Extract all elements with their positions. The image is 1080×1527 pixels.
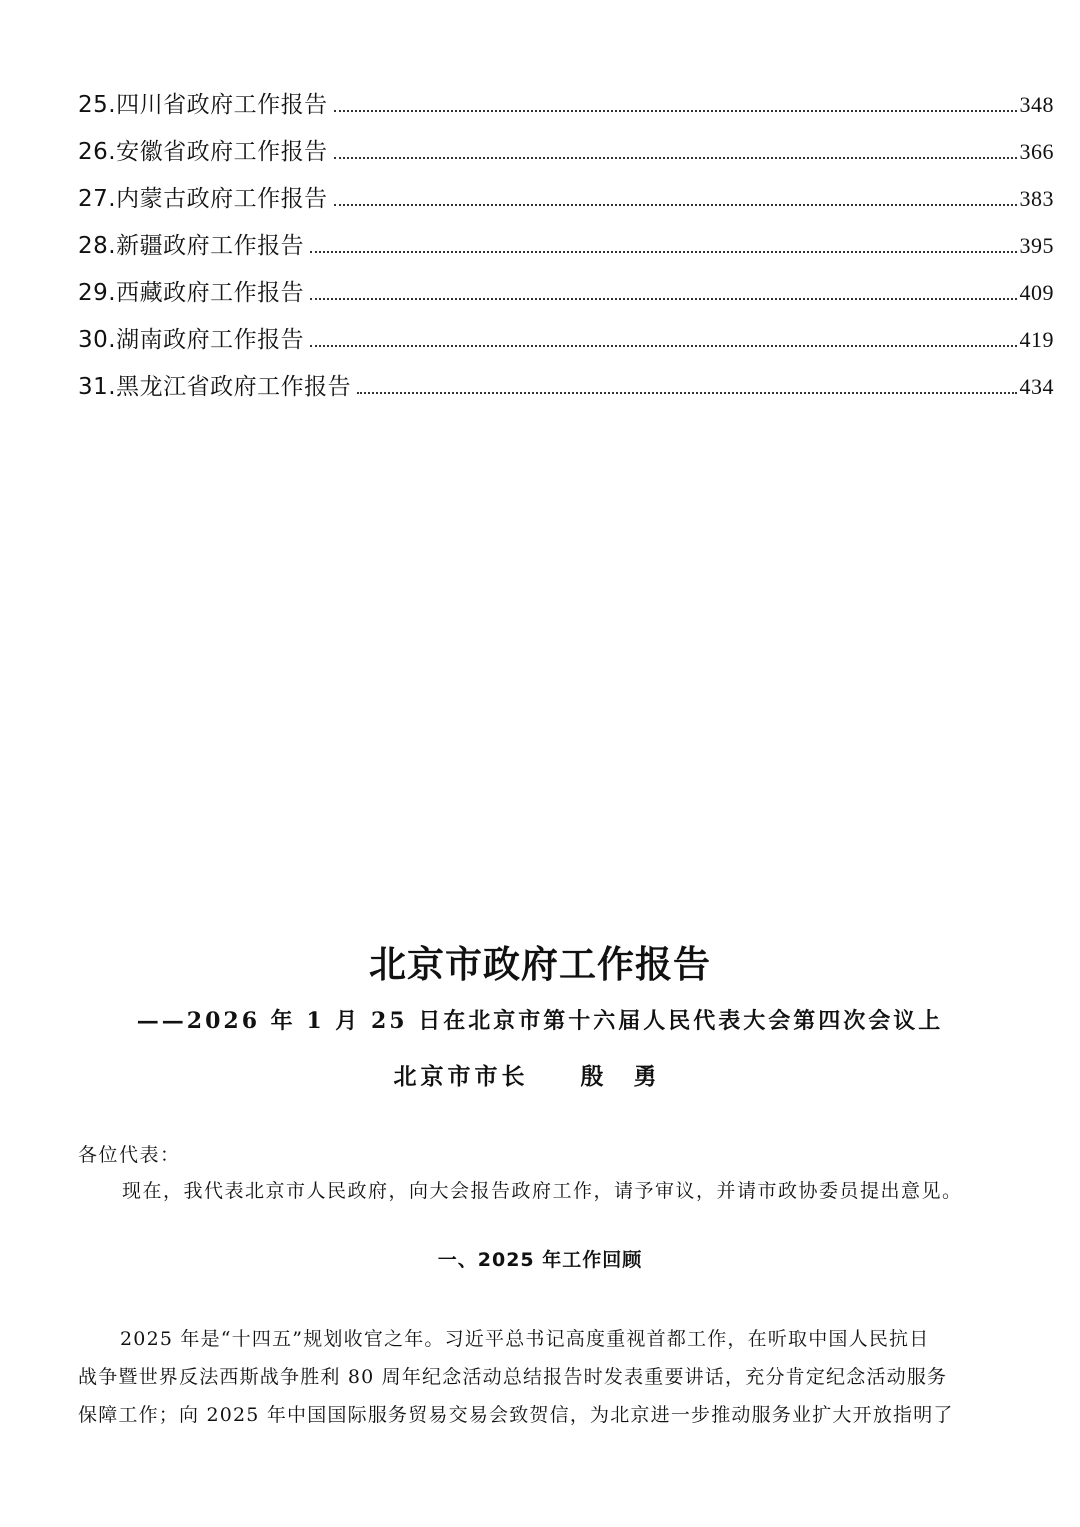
toc-entry-page: 419 (1019, 327, 1054, 352)
table-of-contents (78, 86, 1054, 415)
toc-entry-page: 395 (1019, 233, 1054, 258)
toc-entry-page: 434 (1019, 374, 1054, 399)
toc-entry[interactable] (78, 133, 1054, 180)
toc-leader-dots (310, 344, 1016, 347)
paragraph-line: 2025 年是“十四五”规划收官之年。习近平总书记高度重视首都工作，在听取中国人民抗日 (120, 1328, 930, 1350)
toc-leader-dots (334, 109, 1017, 112)
paragraph-line: 战争暨世界反法西斯战争胜利 80 周年纪念活动总结报告时发表重要讲话，充分肯定纪念活动服务 (78, 1366, 948, 1388)
report-subtitle: ——2026 年 1 月 25 日在北京市第十六届人民代表大会第四次会议上 (136, 1008, 944, 1034)
speaker-line (0, 1058, 1080, 1091)
toc-entry[interactable] (78, 368, 1054, 415)
toc-entry-label: 25.四川省政府工作报告 (78, 92, 328, 118)
toc-entry[interactable] (78, 227, 1054, 274)
toc-entry-page: 383 (1019, 186, 1054, 211)
report-title: 北京市政府工作报告 (369, 942, 711, 986)
paragraph-line: 保障工作；向 2025 年中国国际服务贸易交易会致贺信，为北京进一步推动服务业扩大开放指明了 (78, 1404, 954, 1426)
toc-entry-page: 409 (1019, 280, 1054, 305)
toc-entry-label: 26.安徽省政府工作报告 (78, 139, 328, 165)
toc-leader-dots (334, 156, 1017, 159)
toc-leader-dots (357, 391, 1016, 394)
toc-leader-dots (310, 297, 1016, 300)
toc-entry-label: 30.湖南政府工作报告 (78, 327, 305, 353)
toc-leader-dots (310, 250, 1016, 253)
toc-entry[interactable] (78, 274, 1054, 321)
opening-paragraph: 现在，我代表北京市人民政府，向大会报告政府工作，请予审议，并请市政协委员提出意见。 (122, 1180, 963, 1202)
toc-entry-label: 29.西藏政府工作报告 (78, 280, 305, 306)
toc-entry-label: 27.内蒙古政府工作报告 (78, 186, 328, 212)
toc-entry-label: 28.新疆政府工作报告 (78, 233, 305, 259)
toc-entry-label: 31.黑龙江省政府工作报告 (78, 374, 352, 400)
toc-entry-page: 366 (1019, 139, 1054, 164)
speaker-role: 北京市市长 (393, 1063, 529, 1090)
toc-entry[interactable] (78, 321, 1054, 368)
body-paragraph (78, 1320, 1008, 1434)
greeting: 各位代表： (78, 1144, 181, 1166)
toc-entry[interactable] (78, 86, 1054, 133)
section-heading: 一、2025 年工作回顾 (437, 1249, 643, 1271)
toc-entry-page: 348 (1019, 92, 1054, 117)
toc-entry[interactable] (78, 180, 1054, 227)
toc-leader-dots (334, 203, 1017, 206)
speaker-name: 殷勇 (580, 1063, 687, 1090)
